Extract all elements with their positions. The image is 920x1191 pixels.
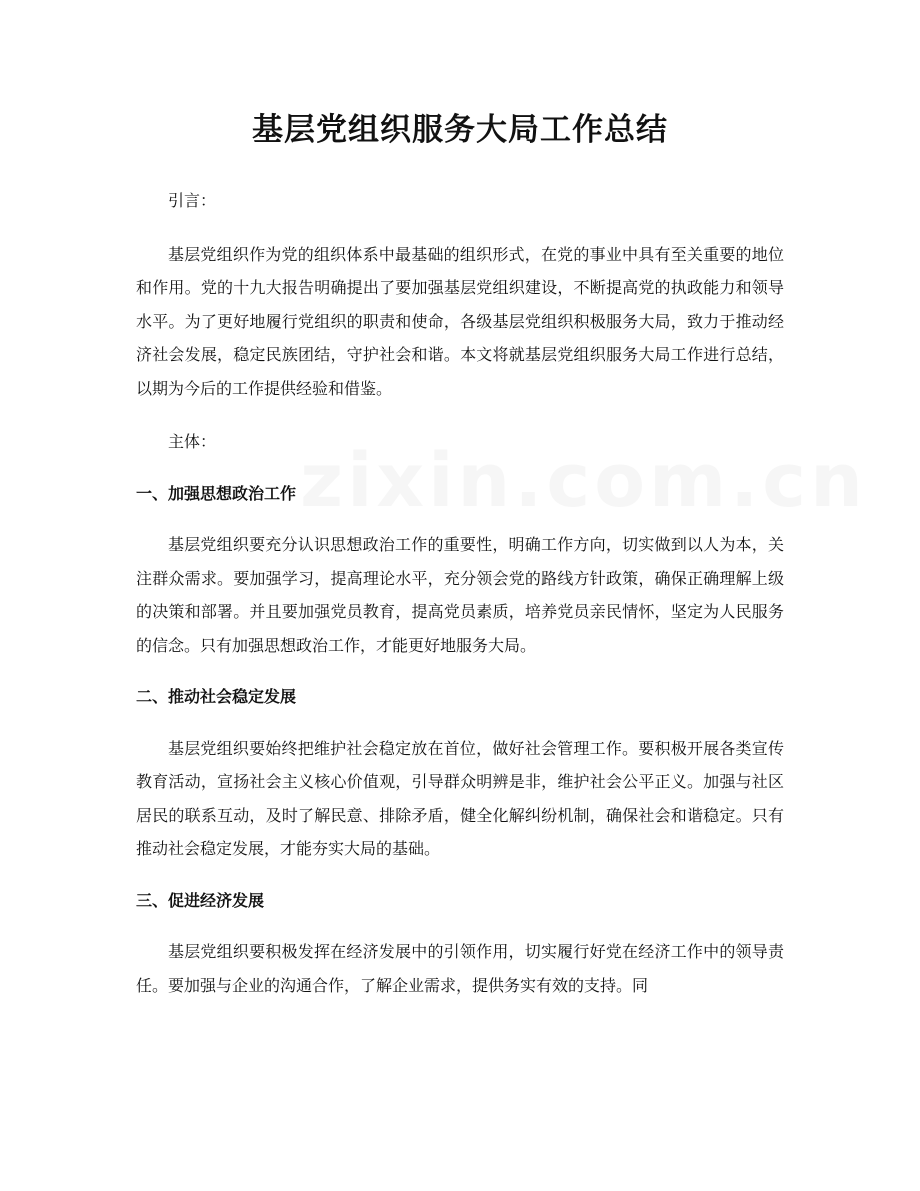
section-heading-1: 一、加强思想政治工作	[136, 483, 297, 503]
watermark: zixin.com.cn	[300, 438, 867, 524]
section-paragraph-3: 基层党组织要积极发挥在经济发展中的引领作用，切实履行好党在经济工作中的领导责任。要加强与企业的沟通合作，了解企业需求，提供务实有效的支持。同	[136, 942, 784, 995]
document-title: 基层党组织服务大局工作总结	[252, 112, 668, 148]
section-paragraph-2: 基层党组织要始终把维护社会稳定放在首位，做好社会管理工作。要积极开展各类宣传教育活动，宣扬社会主义核心价值观，引导群众明辨是非，维护社会公平正义。加强与社区居民的联系互动，及时了解民意、排除矛盾，健全化解纠纷机制，确保社会和谐稳定。只有推动社会稳定发展，才能夯实大局的基础。	[136, 738, 784, 858]
section-heading-3: 三、促进经济发展	[136, 890, 265, 910]
body-label: 主体：	[168, 432, 217, 451]
section-paragraph-1: 基层党组织要充分认识思想政治工作的重要性，明确工作方向，切实做到以人为本，关注群众需求。要加强学习，提高理论水平，充分领会党的路线方针政策，确保正确理解上级的决策和部署。并且要加强党员教育，提高党员素质，培养党员亲民情怀，坚定为人民服务的信念。只有加强思想政治工作，才能更好地服务大局。	[136, 535, 784, 655]
document-body	[136, 184, 784, 1002]
section-heading-2: 二、推动社会稳定发展	[136, 687, 297, 706]
intro-paragraph: 基层党组织作为党的组织体系中最基础的组织形式，在党的事业中具有至关重要的地位和作用。党的十九大报告明确提出了要加强基层党组织建设，不断提高党的执政能力和领导水平。为了更好地履行党组织的职责和使命，各级基层党组织积极服务大局，致力于推动经济社会发展，稳定民族团结，守护社会和谐。本文将就基层党组织服务大局工作进行总结，以期为今后的工作提供经验和借鉴。	[136, 244, 784, 398]
intro-label: 引言：	[168, 191, 217, 210]
